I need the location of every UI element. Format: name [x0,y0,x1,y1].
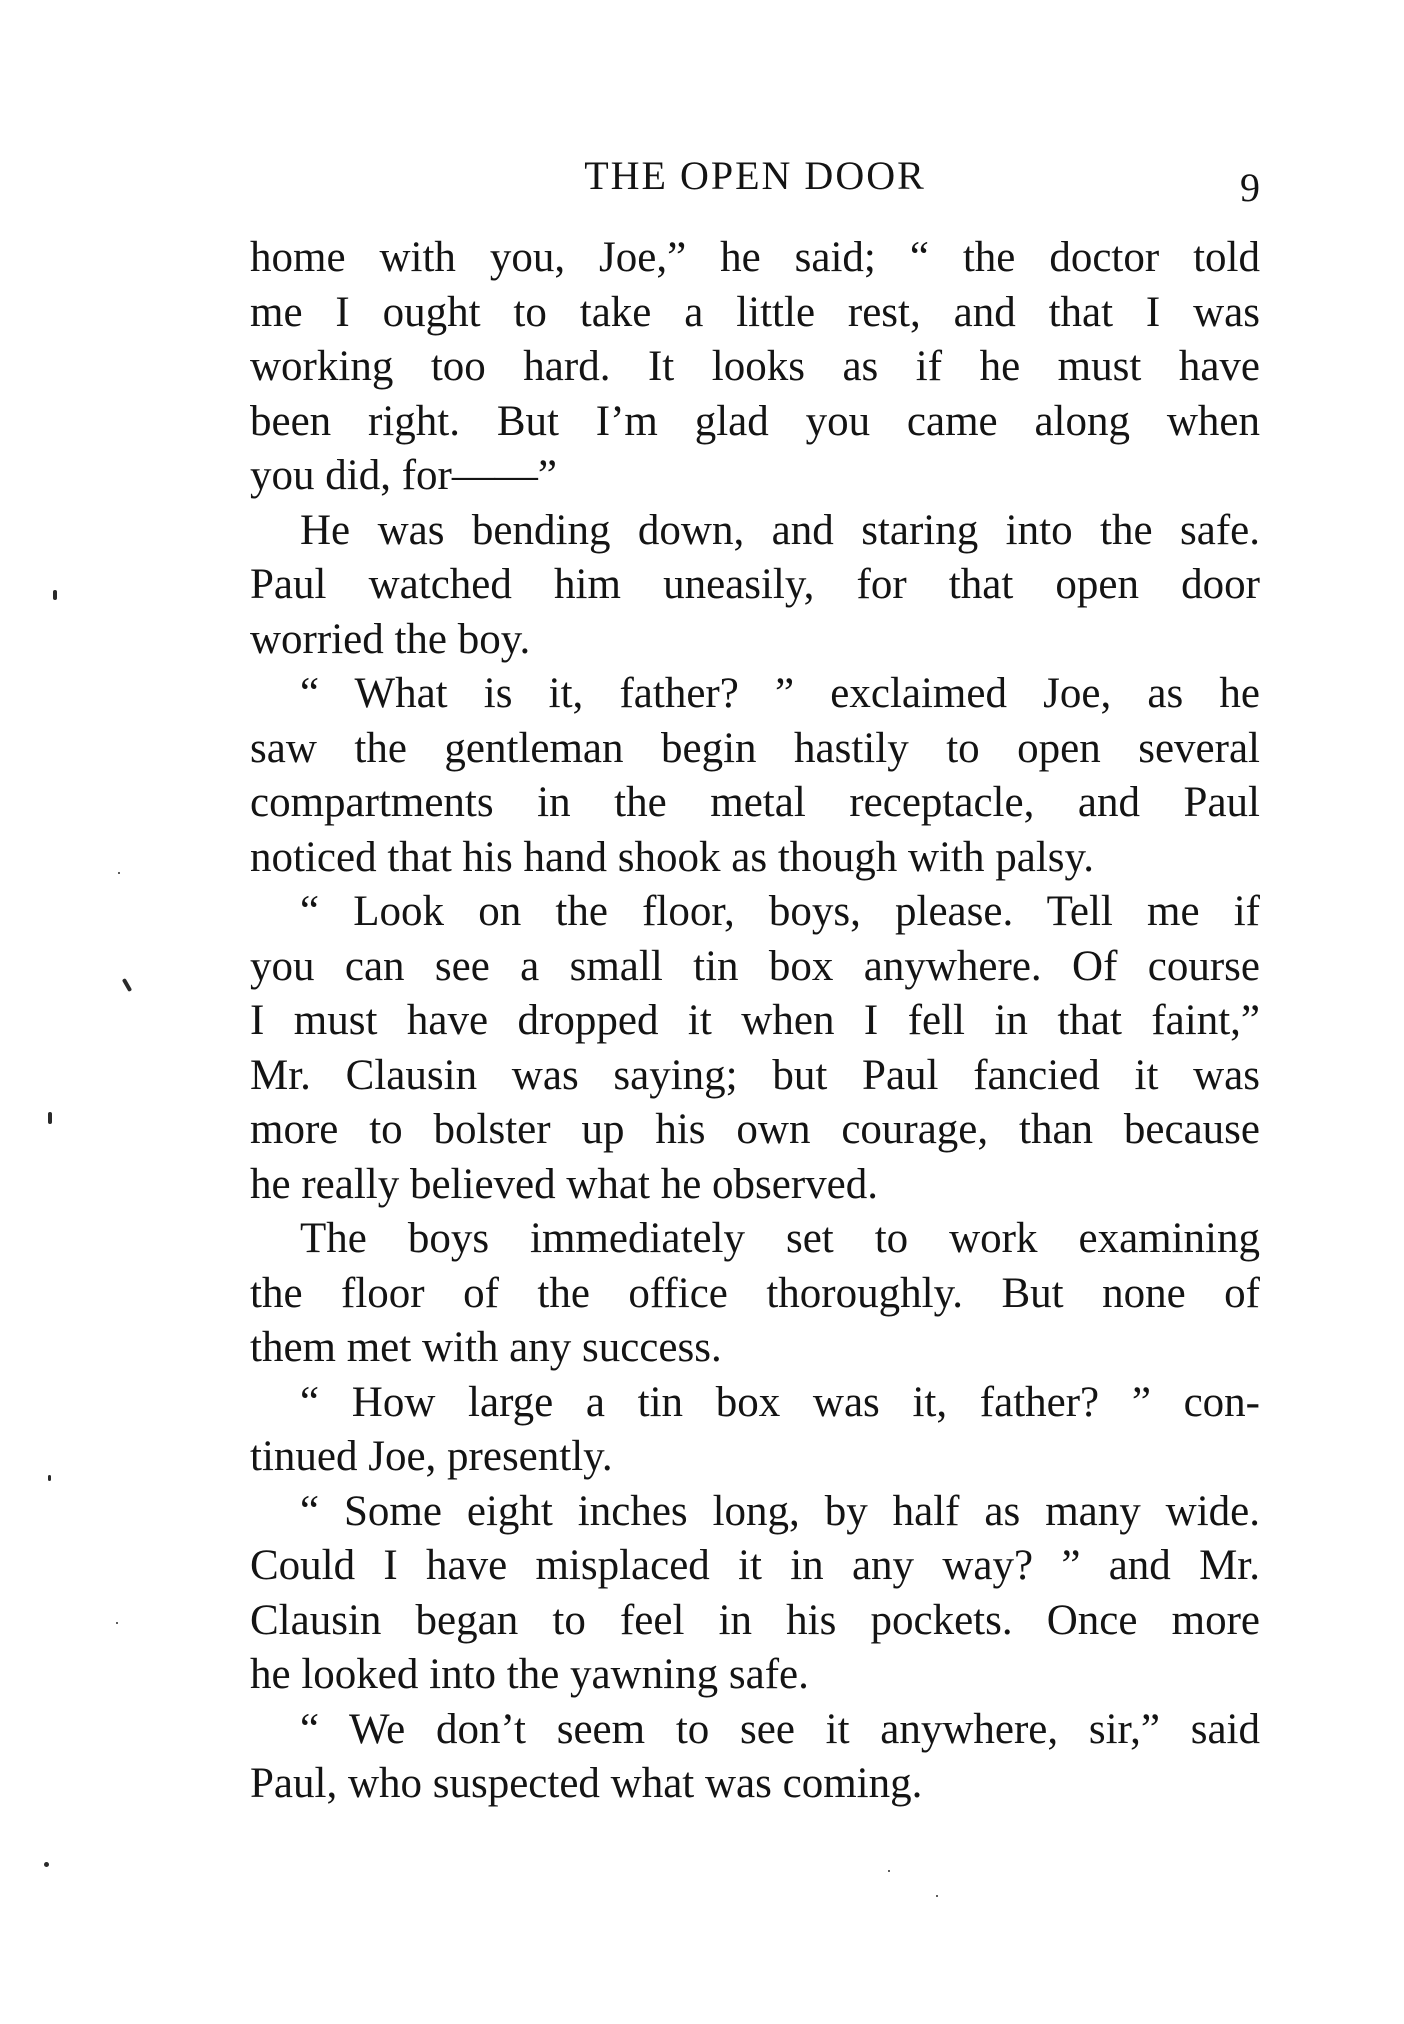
scan-speck [116,1622,118,1624]
text-line: the floor of the office thoroughly. But none of [250,1269,1260,1317]
paragraph [250,1212,1260,1376]
paragraph [250,1376,1260,1485]
text-line: “ Some eight inches long, by half as many wide. [300,1487,1260,1535]
scan-speck [48,1475,51,1481]
text-line: compartments in the metal receptacle, and Paul [250,779,1260,826]
text-line: working too hard. It looks as if he must have [250,343,1260,390]
scan-speck [53,590,57,600]
text-line: He was bending down, and staring into the safe. [300,506,1260,554]
text-line: The boys immediately set to work examining [300,1215,1260,1262]
text-line: “ We don’t seem to see it anywhere, sir,” said [300,1705,1260,1753]
chapter-title: THE OPEN DOOR [584,153,926,198]
text-line: “ What is it, father? ” exclaimed Joe, as he [300,670,1260,717]
text-line: he really believed what he observed. [250,1160,879,1208]
paragraph [250,1485,1260,1703]
scan-speck [44,1862,49,1867]
text-line: “ Look on the floor, boys, please. Tell me if [300,888,1260,935]
text-line: Clausin began to feel in his pockets. Once more [250,1596,1260,1644]
paragraph [250,667,1260,885]
scan-speck [48,1112,52,1124]
paragraph [250,1703,1260,1812]
text-line: saw the gentleman begin hastily to open several [250,724,1260,772]
scan-speck [936,1895,938,1897]
text-line: you can see a small tin box anywhere. Of course [250,942,1260,990]
running-head [250,150,1260,210]
page-number: 9 [1240,165,1260,210]
text-line: “ How large a tin box was it, father? ” con- [300,1378,1260,1426]
scan-speck [122,978,132,992]
text-line: been right. But I’m glad you came along when [250,397,1260,445]
text-line: worried the boy. [250,615,531,663]
paragraph [250,885,1260,1212]
paragraph [250,504,1260,668]
text-line: Could I have misplaced it in any way? ” and Mr. [250,1542,1260,1589]
scan-speck [118,872,120,874]
text-line: tinued Joe, presently. [250,1433,613,1480]
scan-speck [888,1870,890,1872]
text-line: Paul, who suspected what was coming. [250,1760,923,1807]
paragraph [250,231,1260,504]
text-line: you did, for——” [250,452,557,499]
text-line: I must have dropped it when I fell in that faint,” [250,997,1260,1044]
body-text [250,231,1260,1871]
text-line: he looked into the yawning safe. [250,1651,809,1698]
text-line: them met with any success. [250,1324,722,1371]
text-line: home with you, Joe,” he said; “ the doctor told [250,234,1260,281]
text-line: Paul watched him uneasily, for that open door [250,561,1260,608]
text-line: Mr. Clausin was saying; but Paul fancied it was [250,1051,1260,1099]
text-line: noticed that his hand shook as though with palsy. [250,833,1094,881]
text-line: me I ought to take a little rest, and that I was [250,288,1260,336]
text-line: more to bolster up his own courage, than because [250,1106,1260,1153]
